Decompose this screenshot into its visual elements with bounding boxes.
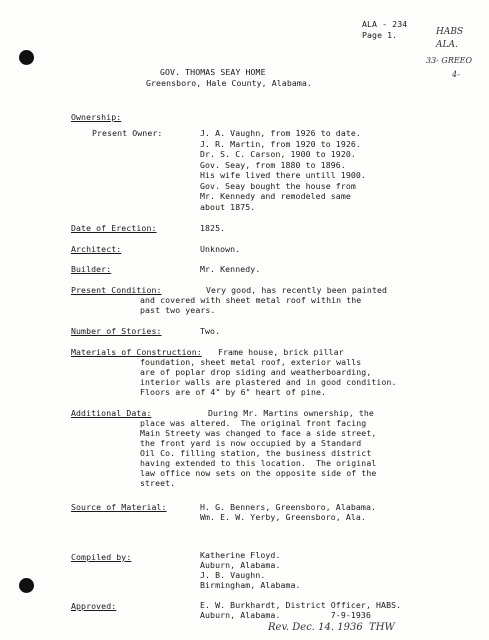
handwritten-number: 4- xyxy=(452,70,460,79)
owner-line: J. A. Vaughn, from 1926 to date. xyxy=(200,128,361,138)
owner-line: about 1875. xyxy=(200,201,256,212)
additional-line: street. xyxy=(140,478,176,488)
erection-label: Date of Erection: xyxy=(71,223,157,233)
additional-line: having extended to this location. The original xyxy=(140,458,377,468)
handwritten-habs: HABS xyxy=(436,27,464,37)
stories-value: Two. xyxy=(200,326,221,336)
page-number: Page 1. xyxy=(362,30,398,40)
owner-line: Gov. Seay bought the house from xyxy=(200,180,356,191)
materials-label: Materials of Construction: xyxy=(71,347,202,357)
compiled-label: Compiled by: xyxy=(71,552,132,562)
compiled-line: J. B. Vaughn. xyxy=(200,570,266,580)
source-label: Source of Material: xyxy=(71,502,167,512)
additional-line: Main Streety was changed to face a side street, xyxy=(140,428,377,438)
archive-ref: ALA - 234 xyxy=(362,19,408,29)
additional-label: Additional Data: xyxy=(71,408,152,418)
condition-line: and covered with sheet metal roof within the xyxy=(140,295,362,305)
builder-label: Builder: xyxy=(71,264,112,274)
handwritten-ala: ALA. xyxy=(436,40,458,50)
condition-label: Present Condition: xyxy=(71,285,162,295)
additional-line: During Mr. Martins ownership, the xyxy=(208,408,374,418)
stories-label: Number of Stories: xyxy=(71,326,162,336)
materials-line: are of poplar drop siding and weatherboarding, xyxy=(140,367,372,377)
compiled-line: Birmingham, Alabama. xyxy=(200,580,301,590)
builder-value: Mr. Kennedy. xyxy=(200,264,261,274)
additional-line: law office now sets on the opposite side of the xyxy=(140,468,377,478)
owner-line: Gov. Seay, from 1880 to 1896. xyxy=(200,159,346,170)
punch-hole-bottom xyxy=(19,578,34,593)
materials-line: interior walls are plastered and in good condition. xyxy=(140,377,397,387)
owner-line: Mr. Kennedy and remodeled same xyxy=(200,191,351,201)
document-location: Greensboro, Hale County, Alabama. xyxy=(146,78,312,88)
erection-value: 1825. xyxy=(200,223,226,233)
condition-line: Very good, has recently been painted xyxy=(206,285,388,295)
materials-line: Floors are of 4" by 6" heart of pine. xyxy=(140,387,327,397)
source-line: H. G. Benners, Greensboro, Alabama. xyxy=(200,502,377,512)
materials-line: foundation, sheet metal roof, exterior walls xyxy=(140,357,362,367)
source-line: Wm. E. W. Yerby, Greensboro, Ala. xyxy=(200,512,366,522)
materials-line: Frame house, brick pillar xyxy=(218,347,344,357)
document-title: GOV. THOMAS SEAY HOME xyxy=(160,67,266,77)
handwritten-revision-note: Rev. Dec. 14. 1936 THW xyxy=(268,622,395,633)
compiled-line: Katherine Floyd. xyxy=(200,550,281,560)
present-owner-label: Present Owner: xyxy=(92,128,163,138)
owner-line: Dr. S. C. Carson, 1900 to 1920. xyxy=(200,149,356,159)
additional-line: Oil Co. filling station, the business district xyxy=(140,448,372,458)
owner-line: J. R. Martin, from 1920 to 1926. xyxy=(200,138,361,149)
punch-hole-top xyxy=(19,50,34,65)
additional-line: the front yard is now occupied by a Standard xyxy=(140,438,362,448)
condition-line: past two years. xyxy=(140,305,216,315)
architect-value: Unknown. xyxy=(200,244,241,254)
handwritten-code: 33- GREEO xyxy=(426,56,473,65)
approved-line: E. W. Burkhardt, District Officer, HABS. xyxy=(200,600,402,610)
ownership-heading: Ownership: xyxy=(71,112,122,122)
owner-line: His wife lived there untill 1900. xyxy=(200,170,366,180)
approved-line: Auburn, Alabama. 7-9-1936 xyxy=(200,610,371,620)
compiled-line: Auburn, Alabama. xyxy=(200,560,281,570)
approved-label: Approved: xyxy=(71,601,117,611)
additional-line: place was altered. The original front facing xyxy=(140,418,367,428)
architect-label: Architect: xyxy=(71,244,122,254)
